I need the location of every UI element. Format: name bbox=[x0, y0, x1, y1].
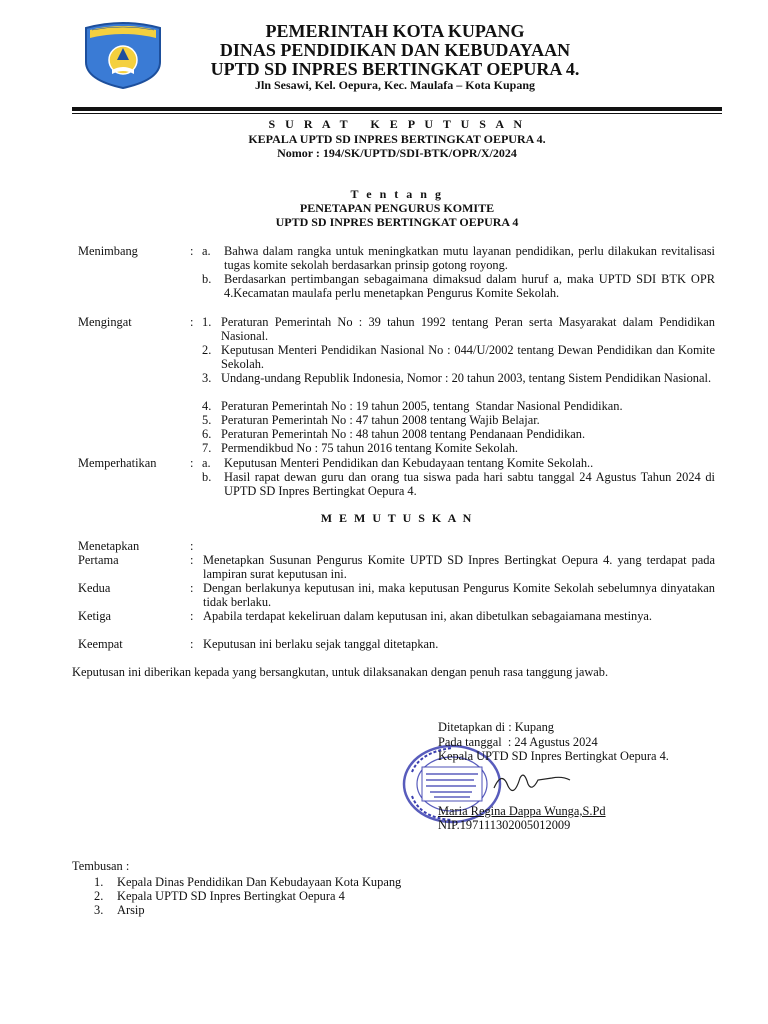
list-item: Peraturan Pemerintah No : 48 tahun 2008 tentang Pendanaan Pendidikan. bbox=[221, 427, 586, 441]
section-label-memperhatikan: Memperhatikan bbox=[78, 456, 157, 470]
list-item: Peraturan Pemerintah No : 47 tahun 2008 tentang Wajib Belajar. bbox=[221, 413, 540, 427]
list-marker: 6. bbox=[202, 427, 212, 441]
decision-text: Menetapkan Susunan Pengurus Komite UPTD SD Inpres Bertingkat Oepura 4. yang terdapat pada lampiran surat keputusan ini. bbox=[203, 553, 715, 581]
list-item: Peraturan Pemerintah No : 19 tahun 2005, tentang Standar Nasional Pendidikan. bbox=[221, 399, 623, 413]
colon: : bbox=[190, 315, 194, 329]
decision-text: Keputusan ini berlaku sejak tanggal ditetapkan. bbox=[203, 637, 439, 651]
about-heading: T e n t a n g bbox=[350, 187, 444, 201]
header-divider-thin bbox=[72, 113, 722, 114]
colon: : bbox=[190, 456, 194, 470]
signatory-nip: NIP.197111302005012009 bbox=[438, 818, 571, 832]
list-marker: 3. bbox=[202, 371, 212, 385]
list-item: Peraturan Pemerintah No : 39 tahun 1992 tentang Peran serta Masyarakat dalam Pendidikan Nasional. bbox=[221, 315, 715, 343]
header-school: UPTD SD INPRES BERTINGKAT OEPURA 4. bbox=[210, 59, 580, 79]
list-marker: 3. bbox=[94, 903, 104, 917]
copy-to-label: Tembusan : bbox=[72, 859, 130, 873]
colon: : bbox=[190, 609, 194, 623]
header-department: DINAS PENDIDIKAN DAN KEBUDAYAAN bbox=[219, 40, 571, 60]
document-number: Nomor : 194/SK/UPTD/SDI-BTK/OPR/X/2024 bbox=[277, 146, 517, 160]
list-marker: b. bbox=[202, 470, 212, 484]
signature-position: Kepala UPTD SD Inpres Bertingkat Oepura 4. bbox=[438, 749, 669, 763]
list-item: Permendikbud No : 75 tahun 2016 tentang Komite Sekolah. bbox=[221, 441, 518, 455]
list-marker: 4. bbox=[202, 399, 212, 413]
document-type: S U R A T K E P U T U S A N bbox=[268, 117, 526, 131]
colon: : bbox=[190, 539, 194, 553]
list-item: Berdasarkan pertimbangan sebagaimana dimaksud dalam huruf a, maka UPTD SDI BTK OPR 4.Kecamatan maulafa perlu menetapkan Pengurus Komite Sekolah. bbox=[224, 272, 715, 300]
copy-to-item: Kepala UPTD SD Inpres Bertingkat Oepura 4 bbox=[117, 889, 345, 903]
section-label-mengingat: Mengingat bbox=[78, 315, 132, 329]
list-item: Bahwa dalam rangka untuk meningkatkan mutu layanan pendidikan, perlu dilakukan revitalisasi tugas komite sekolah berdasarkan prinsip gotong royong. bbox=[224, 244, 715, 272]
list-marker: 2. bbox=[94, 889, 104, 903]
header-address: Jln Sesawi, Kel. Oepura, Kec. Maulafa – Kota Kupang bbox=[254, 78, 535, 92]
list-marker: 2. bbox=[202, 343, 212, 357]
closing-paragraph: Keputusan ini diberikan kepada yang bersangkutan, untuk dilaksanakan dengan penuh rasa tanggung jawab. bbox=[72, 665, 609, 679]
colon: : bbox=[190, 637, 194, 651]
subject-line-1: PENETAPAN PENGURUS KOMITE bbox=[299, 201, 495, 215]
list-marker: 7. bbox=[202, 441, 212, 455]
issuer-title: KEPALA UPTD SD INPRES BERTINGKAT OEPURA 4. bbox=[248, 132, 546, 146]
list-item: Keputusan Menteri Pendidikan Nasional No : 044/U/2002 tentang Dewan Pendidikan dan Komite Sekolah. bbox=[221, 343, 715, 371]
list-marker: 1. bbox=[94, 875, 104, 889]
decision-text: Apabila terdapat kekeliruan dalam keputusan ini, akan dibetulkan sebagaiamana mestinya. bbox=[203, 609, 652, 623]
section-label-menimbang: Menimbang bbox=[78, 244, 138, 258]
decision-label: Keempat bbox=[78, 637, 123, 651]
list-item: Hasil rapat dewan guru dan orang tua siswa pada hari sabtu tanggal 24 Agustus Tahun 2024 di UPTD SD Inpres Bertingkat Oepura 4. bbox=[224, 470, 715, 498]
decision-text: Dengan berlakunya keputusan ini, maka keputusan Pengurus Komite Sekolah sebelumnya dinyatakan tidak berlaku. bbox=[203, 581, 715, 609]
list-item: Keputusan Menteri Pendidikan dan Kebudayaan tentang Komite Sekolah.. bbox=[224, 456, 594, 470]
signatory-name: Maria Regina Dappa Wunga,S.Pd bbox=[438, 804, 606, 818]
list-marker: a. bbox=[202, 456, 211, 470]
signature-date: Pada tanggal : 24 Agustus 2024 bbox=[438, 735, 598, 749]
list-marker: 1. bbox=[202, 315, 212, 329]
header-divider-thick bbox=[72, 107, 722, 111]
colon: : bbox=[190, 553, 194, 567]
list-item: Undang-undang Republik Indonesia, Nomor : 20 tahun 2003, tentang Sistem Pendidikan Nasional. bbox=[221, 371, 712, 385]
decision-label: Ketiga bbox=[78, 609, 112, 623]
copy-to-item: Arsip bbox=[117, 903, 145, 917]
decision-label: Pertama bbox=[78, 553, 119, 567]
decision-label: Kedua bbox=[78, 581, 111, 595]
decision-heading: M E M U T U S K A N bbox=[320, 511, 474, 525]
copy-to-item: Kepala Dinas Pendidikan Dan Kebudayaan Kota Kupang bbox=[117, 875, 402, 889]
colon: : bbox=[190, 244, 194, 258]
list-marker: b. bbox=[202, 272, 212, 286]
signature-scribble bbox=[492, 766, 572, 796]
section-label-menetapkan: Menetapkan bbox=[78, 539, 140, 553]
signature-place: Ditetapkan di : Kupang bbox=[438, 720, 554, 734]
subject-line-2: UPTD SD INPRES BERTINGKAT OEPURA 4 bbox=[275, 215, 519, 229]
list-marker: 5. bbox=[202, 413, 212, 427]
list-marker: a. bbox=[202, 244, 211, 258]
header-government: PEMERINTAH KOTA KUPANG bbox=[265, 21, 525, 41]
colon: : bbox=[190, 581, 194, 595]
